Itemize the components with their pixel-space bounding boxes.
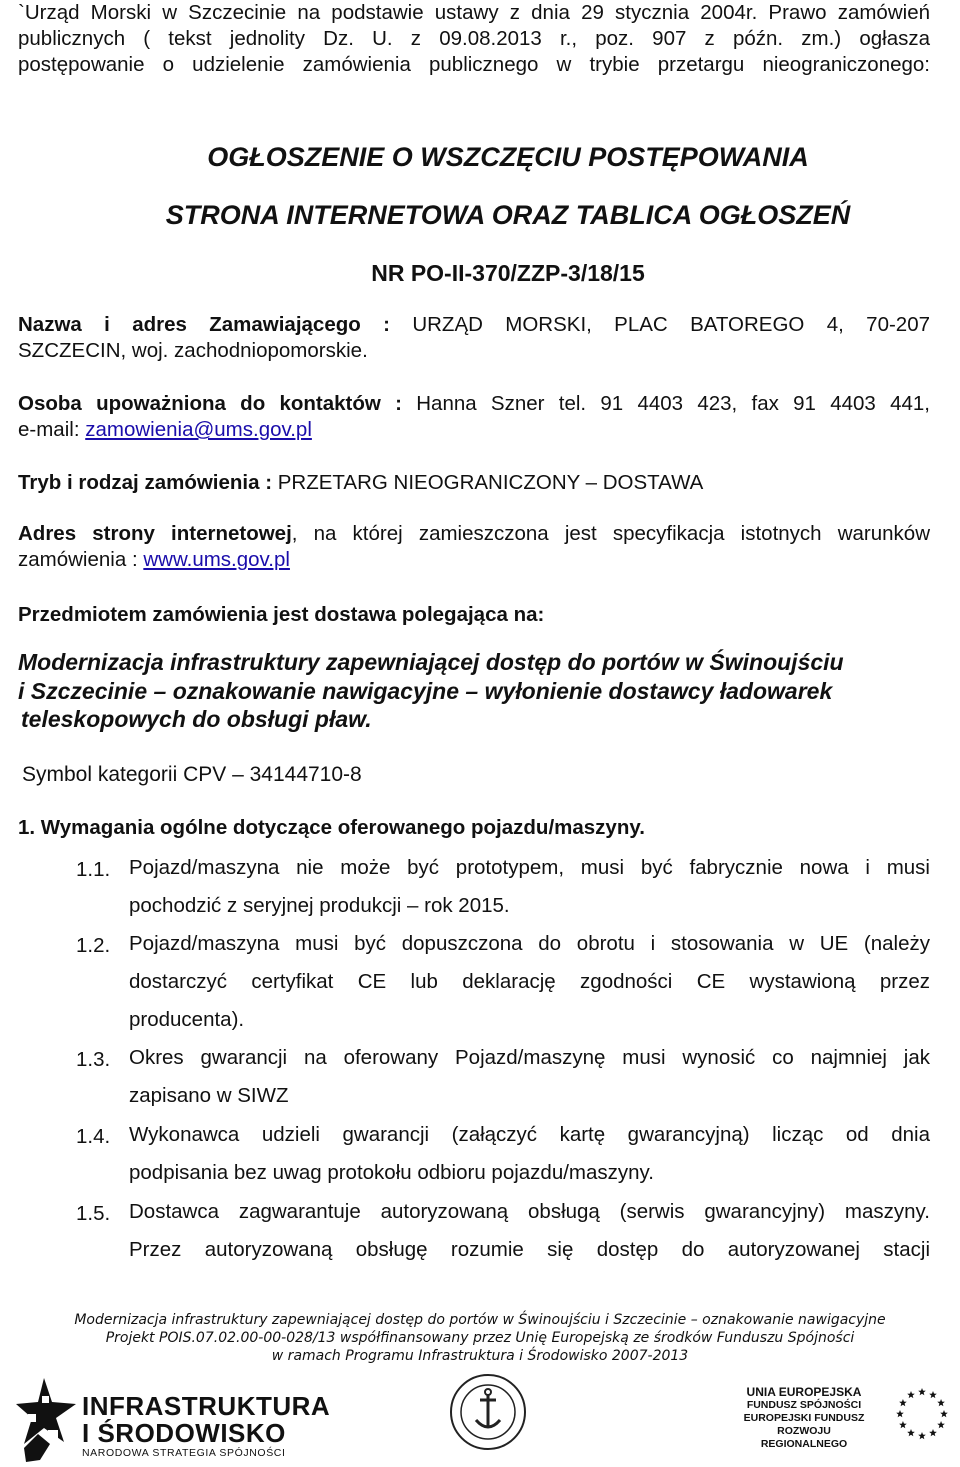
list-item-text-line: Wykonawca udzieli gwarancji (załączyć kartę gwarancyjną) licząc od dnia [129, 1123, 930, 1146]
contracting-authority-value: URZĄD MORSKI, PLAC BATOREGO 4, 70-207 [389, 313, 930, 336]
subject-line-3: teleskopowych do obsługi pław. [21, 706, 372, 732]
website-label: Adres strony internetowej [18, 522, 292, 545]
contact-person [18, 391, 930, 443]
contracting-authority [18, 312, 930, 364]
eu-line-4: ROZWOJU REGIONALNEGO [760, 1425, 848, 1450]
nss-star-icon [14, 1374, 78, 1464]
title-notice-number: NR PO-II-370/ZZP-3/18/15 [371, 260, 645, 286]
list-item-text-line: Okres gwarancji na oferowany Pojazd/maszynę musi wynosić co najmniej jak [129, 1046, 930, 1069]
section-1-heading: 1. Wymagania ogólne dotyczące oferowanego pojazdu/maszyny. [18, 816, 645, 839]
contracting-authority-label: Nazwa i adres Zamawiającego : [18, 313, 390, 336]
urzad-morski-seal-icon [448, 1372, 528, 1452]
subject-line-2: i Szczecinie – oznakowanie nawigacyjne – wyłonienie dostawcy ładowarek [18, 678, 833, 704]
intro-line-1: `Urząd Morski w Szczecinie na podstawie ustawy z dnia 29 stycznia 2004r. Prawo zamówień [18, 1, 930, 24]
eu-line-3: EUROPEJSKI FUNDUSZ [743, 1412, 865, 1424]
eu-logo-text [734, 1386, 874, 1451]
list-item-number: 1.4. [76, 1125, 111, 1148]
eu-logo [726, 1384, 956, 1454]
list-item-text-line: producenta). [129, 1008, 245, 1031]
list-item-text-line: dostarczyć certyfikat CE lub deklarację zgodności CE wystawioną przez [129, 970, 930, 993]
list-item-text-line: Dostawca zagwarantuje autoryzowaną obsługą (serwis gwarancyjny) maszyny. [129, 1200, 930, 1223]
eu-line-1: UNIA EUROPEJSKA [746, 1385, 862, 1399]
website-address [18, 521, 930, 573]
title-line-2: STRONA INTERNETOWA ORAZ TABLICA OGŁOSZEŃ [165, 200, 851, 230]
procedure-type [18, 470, 930, 496]
title-line-1: OGŁOSZENIE O WSZCZĘCIU POSTĘPOWANIA [207, 142, 809, 172]
subject-heading: Przedmiotem zamówienia jest dostawa polegająca na: [18, 603, 545, 626]
logo-left-line-2: I ŚRODOWISKO [82, 1418, 286, 1448]
intro-line-2: publicznych ( tekst jednolity Dz. U. z 09.08.2013 r., poz. 907 z późn. zm.) ogłasza [18, 27, 930, 50]
subject-line-1: Modernizacja infrastruktury zapewniającej dostęp do portów w Świnoujściu [18, 649, 844, 675]
list-item-text-line: Przez autoryzowaną obsługę rozumie się dostęp do autoryzowanej stacji [129, 1238, 930, 1261]
website-link[interactable]: www.ums.gov.pl [143, 548, 290, 571]
logo-left-line-1: INFRASTRUKTURA [82, 1391, 331, 1421]
list-item-number: 1.2. [76, 934, 111, 957]
list-item-text-line: Pojazd/maszyna musi być dopuszczona do obrotu i stosowania w UE (należy [129, 932, 930, 955]
footer-line-2: Projekt POIS.07.02.00-00-028/13 współfinansowany przez Unię Europejską ze środków Funduszu Spójności [105, 1330, 855, 1346]
contact-value: Hanna Szner tel. 91 4403 423, fax 91 4403 441, [401, 392, 930, 415]
list-item-text-line: podpisania bez uwag protokołu odbioru pojazdu/maszyny. [129, 1161, 654, 1184]
list-item-text-line: Pojazd/maszyna nie może być prototypem, musi być fabrycznie nowa i musi [129, 856, 930, 879]
eu-line-2: FUNDUSZ SPÓJNOŚCI [746, 1399, 862, 1411]
contracting-authority-value-2: SZCZECIN, woj. zachodniopomorskie. [18, 339, 368, 362]
logo-bar [0, 1372, 960, 1467]
footer-line-3: w ramach Programu Infrastruktura i Środowisko 2007-2013 [271, 1348, 689, 1364]
list-item-number: 1.5. [76, 1202, 111, 1225]
procedure-type-label: Tryb i rodzaj zamówienia : [18, 471, 273, 494]
contact-label: Osoba upoważniona do kontaktów : [18, 392, 402, 415]
logo-left-line-3: NARODOWA STRATEGIA SPÓJNOŚCI [82, 1447, 286, 1459]
procedure-type-value: PRZETARG NIEOGRANICZONY – DOSTAWA [272, 471, 704, 494]
intro-paragraph [18, 0, 930, 78]
list-item-text-line: zapisano w SIWZ [129, 1084, 289, 1107]
eu-flag-icon [890, 1384, 954, 1444]
website-value-2: zamówienia : [18, 548, 144, 571]
website-value: , na której zamieszczona jest specyfikacja istotnych warunków [291, 522, 930, 545]
cpv-symbol: Symbol kategorii CPV – 34144710-8 [22, 763, 362, 786]
infrastruktura-srodowisko-logo [14, 1374, 331, 1464]
list-item-number: 1.3. [76, 1048, 111, 1071]
email-link[interactable]: zamowienia@ums.gov.pl [85, 418, 312, 441]
email-label: e-mail: [18, 418, 86, 441]
list-item-text-line: pochodzić z seryjnej produkcji – rok 2015. [129, 894, 510, 917]
list-item-number: 1.1. [76, 858, 111, 881]
intro-line-3: postępowanie o udzielenie zamówienia publicznego w trybie przetargu nieograniczonego: [18, 53, 930, 76]
footer-line-1: Modernizacja infrastruktury zapewniającej dostęp do portów w Świnoujściu i Szczecinie – oznakowanie nawigacyjne [74, 1312, 886, 1328]
